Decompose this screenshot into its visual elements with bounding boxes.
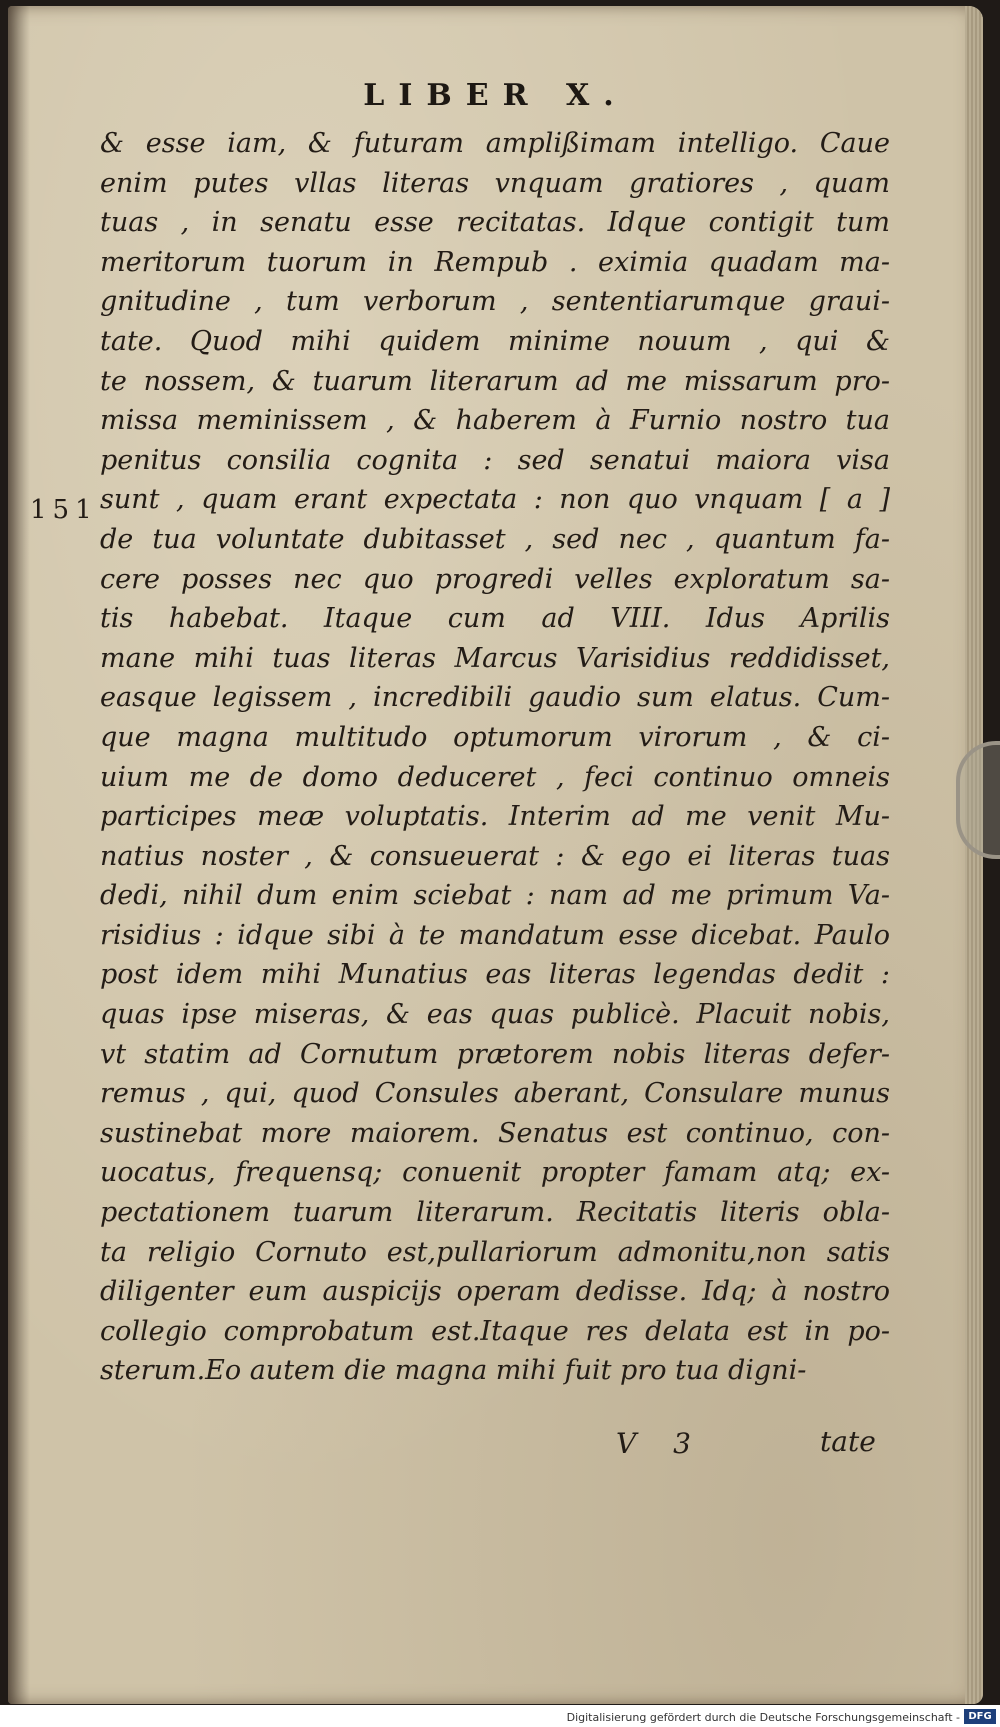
text-line: risidius : idque sibi à te mandatum esse dicebat. Paulo	[100, 919, 890, 951]
text-line: meritorum tuorum in Rempub . eximia quadam ma-	[100, 246, 890, 278]
text-line: enim putes vllas literas vnquam gratiores , quam	[100, 167, 890, 199]
text-line: que magna multitudo optumorum virorum , & ci-	[100, 721, 890, 753]
dfg-logo: DFG	[964, 1709, 996, 1724]
body-text	[100, 124, 890, 1391]
text-line: natius noster , & consueuerat : & ego ei literas tuas	[100, 840, 890, 872]
text-line: pectationem tuarum literarum. Recitatis literis obla-	[100, 1197, 890, 1229]
text-line: tuas , in senatu esse recitatas. Idque contigit tum	[100, 207, 890, 239]
text-line: dedi, nihil dum enim sciebat : nam ad me primum Va-	[100, 880, 890, 912]
text-line: ta religio Cornuto est,pullariorum admonitu,non satis	[100, 1236, 890, 1268]
text-line: uium me de domo deduceret , feci continuo omneis	[100, 761, 890, 793]
running-title: LIBER X.	[363, 78, 628, 113]
text-line: tate. Quod mihi quidem minime nouum , qui &	[100, 325, 890, 357]
text-line: sustinebat more maiorem. Senatus est continuo, con-	[100, 1117, 890, 1149]
footer-bar	[0, 1705, 1000, 1727]
text-line: cere posses nec quo progredi velles exploratum sa-	[100, 563, 890, 595]
page-sheet	[8, 6, 983, 1704]
text-line: easque legissem , incredibili gaudio sum elatus. Cum-	[100, 682, 890, 714]
text-line: penitus consilia cognita : sed senatui maiora visa	[100, 444, 890, 476]
gutter-shadow	[8, 6, 30, 1704]
text-line: sunt , quam erant expectata : non quo vnquam [ a ]	[100, 484, 890, 516]
text-line: missa meminissem , & haberem à Furnio nostro tua	[100, 405, 890, 437]
text-line: collegio comprobatum est.Itaque res delata est in po-	[100, 1315, 890, 1347]
text-line: uocatus, frequensq; conuenit propter famam atq; ex-	[100, 1157, 890, 1189]
digitization-credit: Digitalisierung gefördert durch die Deutsche Forschungsgemeinschaft -	[566, 1711, 960, 1724]
text-line: & esse iam, & futuram amplißimam intelligo. Caue	[100, 128, 890, 159]
margin-note: 151	[30, 495, 98, 525]
text-line: mane mihi tuas literas Marcus Varisidius reddidisset,	[100, 642, 890, 674]
text-line: tis habebat. Itaque cum ad VIII. Idus Aprilis	[100, 603, 890, 635]
text-line: post idem mihi Munatius eas literas legendas dedit :	[100, 959, 890, 991]
text-line: vt statim ad Cornutum prætorem nobis literas defer-	[100, 1038, 890, 1070]
text-line: te nossem, & tuarum literarum ad me missarum pro-	[100, 365, 890, 397]
text-line: participes meæ voluptatis. Interim ad me venit Mu-	[100, 801, 890, 833]
text-line: sterum.Eo autem die magna mihi fuit pro tua digni-	[100, 1355, 807, 1387]
text-line: gnitudine , tum verborum , sententiarumque graui-	[100, 286, 890, 318]
text-line: quas ipse miseras, & eas quas publicè. Placuit nobis,	[100, 999, 890, 1031]
text-line: diligenter eum auspicijs operam dedisse. Idq; à nostro	[100, 1276, 890, 1308]
catchword: tate	[820, 1425, 876, 1458]
text-line: remus , qui, quod Consules aberant, Consulare munus	[100, 1078, 890, 1110]
text-line: de tua voluntate dubitasset , sed nec , quantum fa-	[100, 523, 890, 555]
metal-clasp	[956, 741, 1000, 859]
signature-mark: V 3	[616, 1427, 705, 1460]
